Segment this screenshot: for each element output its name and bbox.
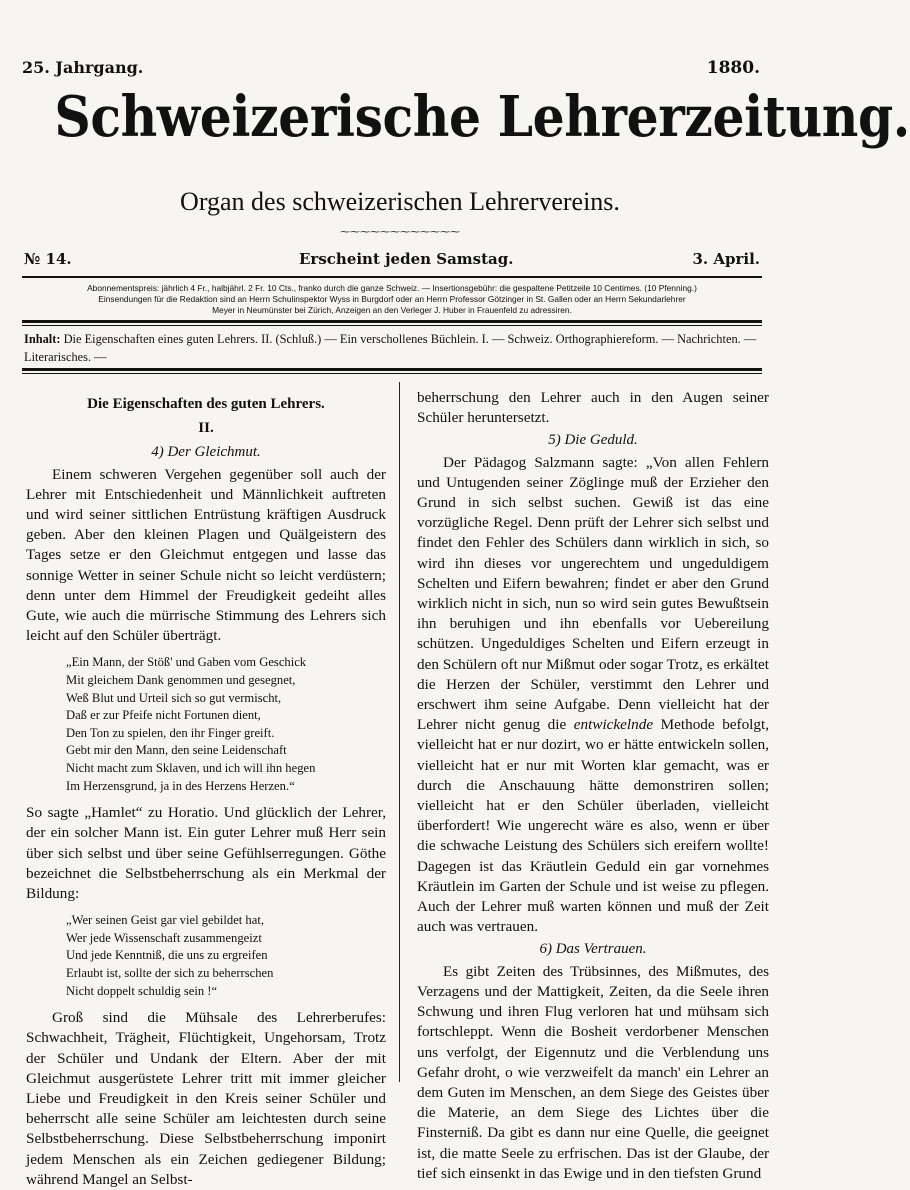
poem-line: Wer jede Wissenschaft zusammengeizt [66, 930, 262, 945]
issue-number: № 14. [24, 250, 72, 268]
paragraph: Groß sind die Mühsale des Lehrerberufes: Schwachheit, Trägheit, Flüchtigkeit, Ungehorsam, Trotz der Schüler und Undank der Eltern. Aber der mit Gleichmut ausgerüstete Lehrer tritt mit immer gleicher Liebe und Freudigkeit in den Kreis seiner Schüler und beherrscht alle seine Schüler am leichtesten durch seine Selbstbeherrschung. Diese Selbstbeherrschung imponirt jedem Menschen als ein Zeichen gediegener Bildung; während Mangel an Selbst- [26, 1009, 386, 1188]
emphasis-text: entwickelnde [573, 716, 654, 734]
year-label: 1880. [706, 58, 760, 78]
column-left [26, 388, 386, 1190]
paragraph: So sagte „Hamlet“ zu Horatio. Und glücklich der Lehrer, der ein solcher Mann ist. Ein guter Lehrer muß Herr sein über sich selbst und über seine Gefühlserregungen. Göthe bezeichnet die Selbstbeherrschung als ein Merkmal der Bildung: [26, 804, 386, 902]
section-heading: 4) Der Gleichmut. [151, 444, 261, 461]
section-heading: 5) Die Geduld. [548, 432, 638, 449]
poem-line: Den Ton zu spielen, den ihr Finger greift. [66, 725, 275, 740]
poem-line: Und jede Kenntniß, die uns zu ergreifen [66, 948, 268, 963]
contents-label: Inhalt: [24, 332, 61, 346]
poem-line: „Ein Mann, der Stöß' und Gaben vom Geschick [66, 655, 307, 670]
poem-line: Nicht macht zum Sklaven, und ich will ihn hegen [66, 761, 316, 775]
poem-line: Erlaubt ist, sollte der sich zu beherrschen [66, 965, 274, 980]
issue-line [24, 250, 760, 272]
rule-thick-1 [22, 320, 762, 323]
poem-line: Daß er zur Pfeife nicht Fortunen dient, [66, 708, 261, 723]
text-run: Methode befolgt, vielleicht hat er nur dozirt, wo er hätte entwickeln sollen, vielleicht hat er nur mit Worten klar gemacht, was er durch die Anschauung hätte demonstriren sollen; vielleicht hat er den Schüler überladen, vielleicht überfordert! Wie ungerecht wäre es also, wenn er über die schwache Leistung des Schülers sich ereifern wollte! Dagegen ist das Kräutlein Geduld ein gar vornehmes Kräutlein im Garten der Schule und ist weise zu pflegen. Auch der Lehrer muß warten können und muß der Zeit auch was vertrauen. [417, 716, 770, 936]
poem-line: Gebt mir den Mann, den seine Leidenschaft [66, 743, 287, 758]
masthead-subtitle: Organ des schweizerischen Lehrervereins. [180, 187, 620, 216]
contents-text: Die Eigenschaften eines guten Lehrers. II. (Schluß.) — Ein verschollenes Büchlein. I. — Schweiz. Orthographiereform. — Nachrichten. — Literarisches. — [24, 332, 757, 364]
paragraph: Es gibt Zeiten des Trübsinnes, des Mißmutes, des Verzagens und der Mattigkeit, Zeiten, da die Seele ihren Schwung und ihren Flug verloren hat und mühsam sich fortschleppt. Wenn die Bosheit verdorbener Menschen uns verfolgt, der Eigennutz und die Verblendung uns Gefahr droht, o wie verzweifelt da manch' ein Lehrer an dem Guten im Menschen, an dem Siege des Geistes über die Materie, an dem Siege des Lichtes über die Finsterniß. Da gibt es dann nur eine Quelle, die geeignet ist, die matte Seele zu erfrischen. Das ist der Glaube, der tief sich einsenkt in das Ewige und in den tiefsten Grund [417, 962, 769, 1182]
rule-thin-1 [22, 325, 762, 326]
issue-date: 3. April. [692, 250, 760, 268]
info-line: Abonnementspreis: jährlich 4 Fr., halbjährl. 2 Fr. 10 Cts., franko durch die ganze Schweiz. — Insertionsgebühr: die gespaltene Petitzeile 10 Centimes. (10 Pfenning.) [87, 283, 697, 293]
info-line: Meyer in Neumünster bei Zürich, Anzeigen an den Verleger J. Huber in Frauenfeld zu adressiren. [212, 305, 572, 315]
info-line: Einsendungen für die Redaktion sind an Herrn Schulinspektor Wyss in Burgdorf oder an Herrn Professor Götzinger in St. Gallen oder an Herrn Sekundarlehrer [98, 294, 686, 304]
section-heading: 6) Das Vertrauen. [539, 941, 647, 958]
poem-line: Mit gleichem Dank genommen und gesegnet, [66, 673, 296, 688]
poem-line: „Wer seinen Geist gar viel gebildet hat, [66, 913, 264, 928]
ornament-divider-icon: ⁓⁓⁓⁓⁓⁓⁓⁓⁓⁓⁓⁓ [340, 227, 460, 238]
article-title: Die Eigenschaften des guten Lehrers. [87, 396, 325, 412]
paragraph: beherrschung den Lehrer auch in den Augen seiner Schüler heruntersetzt. [417, 389, 769, 427]
column-divider [399, 382, 400, 1082]
paragraph [417, 453, 769, 938]
rule-thin-2 [22, 373, 762, 374]
poem-quote [66, 912, 386, 1000]
rule-top [22, 276, 762, 278]
issue-frequency: Erscheint jeden Samstag. [299, 250, 514, 268]
text-run: Der Pädagog Salzmann sagte: „Von allen Fehlern und Untugenden seiner Zöglinge muß der Erzieher den Grund in sich selbst suchen. Gewiß ist das eine vorzügliche Regel. Denn prüft der Lehrer sich selbst und findet den Fehler des Schülers dann wirklich in sich, so wird ihn dieses vor ungerechtem und ungeduldigem Schelten und Eifern bewahren; findet er aber den Grund wirklich nicht in sich, nun so wird sein gutes Bewußtsein ihn beruhigen und ihn ebenfalls vor Uebereilung schützen. Ungeduldiges Schelten und Eifern erzeugt in den Schülern oft nur Mißmut oder sogar Trotz, es erkältet die Herzen der Schüler, verstimmt den Lehrer und erschwert ihm seine Aufgabe. Denn vielleicht hat der Lehrer nicht genug die [417, 453, 769, 734]
poem-line: Im Herzensgrund, ja in des Herzens Herzen.“ [66, 778, 295, 793]
volume-label: 25. Jahrgang. [22, 58, 144, 77]
top-line [22, 58, 760, 78]
subscription-info [22, 283, 762, 316]
column-right [417, 388, 769, 1184]
paragraph: Einem schweren Vergehen gegenüber soll auch der Lehrer mit Entschiedenheit und Männlichkeit auftreten und wird seiner sittlichen Entrüstung kräftigen Ausdruck geben. Aber den kleinen Plagen und Quälgeistern des Tages setze er den Gleichmut entgegen und lasse das sonnige Wetter in seiner Schule nicht so leicht verdüstern; denn unter dem Himmel der Freudigkeit gedeiht alles Gute, wie auch die mürrische Stimmung des Lehrers sich leicht auf den Schüler überträgt. [26, 465, 386, 645]
rule-thick-2 [22, 368, 762, 371]
article-part: II. [198, 420, 214, 437]
table-of-contents [24, 330, 762, 366]
poem-line: Weß Blut und Urteil sich so gut vermischt, [66, 690, 282, 705]
poem-line: Nicht doppelt schuldig sein !“ [66, 983, 218, 998]
poem-quote [66, 654, 386, 795]
masthead-title: Schweizerische Lehrerzeitung. [54, 84, 910, 150]
